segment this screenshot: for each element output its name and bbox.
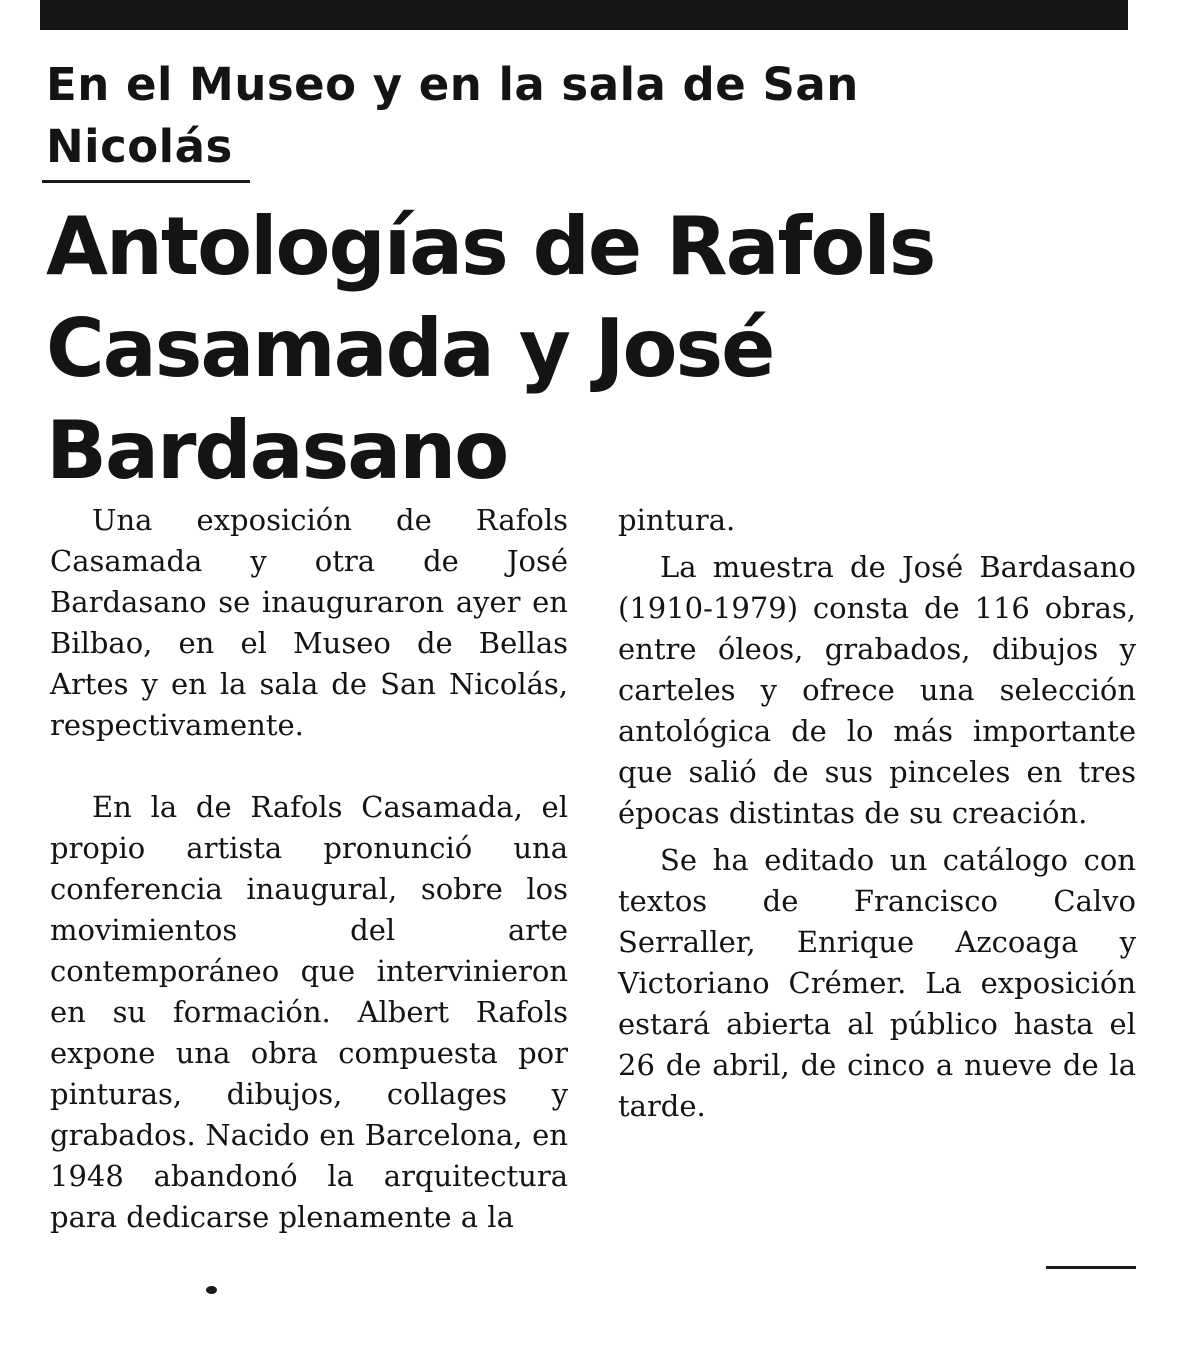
- article-kicker: En el Museo y en la sala de San Nicolás: [46, 58, 859, 173]
- article-headline: Antologías de Rafols Casamada y José Bardasano: [46, 200, 935, 497]
- article-column-left: [50, 500, 568, 1238]
- top-rule: [40, 0, 1128, 30]
- paragraph-1: Una exposición de Rafols Casamada y otra de José Bardasano se inauguraron ayer en Bilbao, en el Museo de Bellas Artes y en la sala de San Nicolás, respectivamente.: [50, 503, 568, 742]
- ink-speck: [206, 1286, 217, 1294]
- article-column-right: [618, 500, 1136, 1127]
- kicker-underline: [42, 180, 250, 183]
- paragraph-4: Se ha editado un catálogo con textos de Francisco Calvo Serraller, Enrique Azcoaga y Victoriano Crémer. La exposición estará abierta al público hasta el 26 de abril, de cinco a nueve de la tarde.: [618, 843, 1136, 1123]
- end-rule: [1046, 1266, 1136, 1269]
- paragraph-2-continued: pintura.: [618, 503, 736, 537]
- paragraph-3: La muestra de José Bardasano (1910-1979) consta de 116 obras, entre óleos, grabados, dibujos y carteles y ofrece una selección antológica de lo más importante que salió de sus pinceles en tres épocas distintas de su creación.: [618, 550, 1136, 830]
- paragraph-2: En la de Rafols Casamada, el propio artista pronunció una conferencia inaugural, sobre los movimientos del arte contemporáneo que intervinieron en su formación. Albert Rafols expone una obra compuesta por pinturas, dibujos, collages y grabados. Nacido en Barcelona, en 1948 abandonó la arquitectura para dedicarse plenamente a la: [50, 790, 568, 1234]
